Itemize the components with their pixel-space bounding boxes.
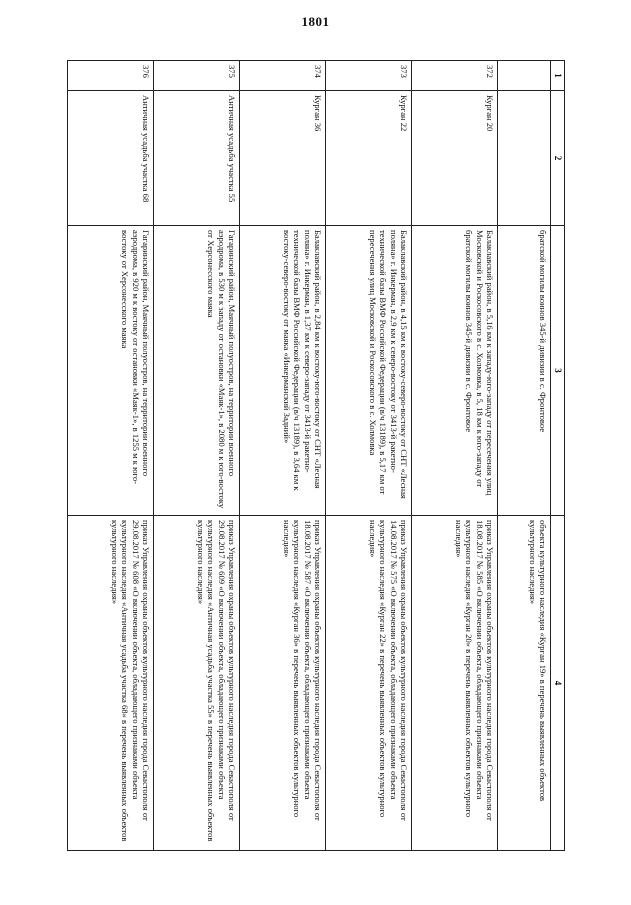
column-header: 3 xyxy=(551,226,565,516)
cell-name: Курган 20 xyxy=(412,91,498,226)
cell-location: Балаклавский район, в 2,84 км к востоку-юго-востоку от СНТ «Лесная поляна» г. Инкерман, в 1,37 км к северо-западу от 3413-й ракетно-технической базы ВМФ Российской Федерации (в/ч 13189), в 3,64 км к востоку-северо-востоку от маяка «Инкерманский Задний» xyxy=(240,226,326,516)
cell-name: Античная усадьба участка 68 xyxy=(68,91,154,226)
cell-number: 373 xyxy=(326,61,412,91)
page-number: 1801 xyxy=(301,14,330,29)
cell-name: Курган 22 xyxy=(326,91,412,226)
column-header: 1 xyxy=(551,61,565,91)
column-header: 4 xyxy=(551,516,565,851)
table-row-continuation xyxy=(498,61,551,851)
column-header: 2 xyxy=(551,91,565,226)
cell-number: 375 xyxy=(154,61,240,91)
cell-location: Гагаринский район, Маячный полуостров, на территории военного аэродрома, в 920 м к востоку от остановки «Маяк-1», в 1255 м к юго-востоку от Херсонесского маяка xyxy=(68,226,154,516)
rotated-table-container xyxy=(110,60,565,850)
table-header-row xyxy=(551,61,565,851)
heritage-objects-table xyxy=(67,60,565,851)
cell-document: приказ Управления охраны объектов культурного наследия города Севастополя от 29.08.2017 № 609 «О включении объекта, обладающего признаками объекта культурного наследия «Античная усадьба участка 55» в перечень выявленных объектов культурного наследия» xyxy=(154,516,240,851)
cell-name: Античная усадьба участка 55 xyxy=(154,91,240,226)
table-row xyxy=(326,61,412,851)
table-row xyxy=(68,61,154,851)
table-row xyxy=(154,61,240,851)
cell-document: приказ Управления охраны объектов культурного наследия города Севастополя от 14.08.2017 № 575 «О включении объекта, обладающего признаками объекта культурного наследия «Курган 22» в перечень выявленных объектов культурного наследия» xyxy=(326,516,412,851)
cell-location: братской могилы воинов 345-й дивизии в с. Фронтовое xyxy=(498,226,551,516)
cell-name xyxy=(498,91,551,226)
cell-number xyxy=(498,61,551,91)
cell-number: 376 xyxy=(68,61,154,91)
cell-document: приказ Управления охраны объектов культурного наследия города Севастополя от 29.08.2017 № 608 «О включении объекта, обладающего признаками объекта культурного наследия «Античная усадьба участка 68» в перечень выявленных объектов культурного наследия» xyxy=(68,516,154,851)
cell-document: приказ Управления охраны объектов культурного наследия города Севастополя от 18.08.2017 № 587 «О включении объекта, обладающего признаками объекта культурного наследия «Курган 36» в перечень выявленных объектов культурного наследия» xyxy=(240,516,326,851)
table-row xyxy=(412,61,498,851)
cell-location: Балаклавский район, в 5,16 км к западу-юго-западу от пересечения улиц Московской и Роскосовского в с. Холмовка, в 5, 18 км к юго-западу от братской могилы воинов 345-й дивизии в с. Фронтовое xyxy=(412,226,498,516)
table-row xyxy=(240,61,326,851)
cell-location: Гагаринский район, Маячный полуостров, на территории военного аэродрома, в 530 м к западу от остановки «Маяк-1», в 2080 м к юго-востоку от Херсонесского маяка xyxy=(154,226,240,516)
cell-document: приказ Управления охраны объектов культурного наследия города Севастополя от 18.08.2017 № 585 «О включении объекта, обладающего признаками объекта культурного наследия «Курган 20» в перечень выявленных объектов культурного наследия» xyxy=(412,516,498,851)
cell-number: 372 xyxy=(412,61,498,91)
cell-location: Балаклавский район, в 4,15 км к востоку-северо-востоку от СНТ «Лесная поляна» г. Инкерман, в 2,9 км к северо-востоку от 3413-й ракетно-технической базы ВМФ Российской Федерации (в/ч 13189), в 5,17 км от пересечения улиц Московской и Роскосовского в с. Холмовка xyxy=(326,226,412,516)
cell-document: объекта культурного наследия «Курган 19» в перечень выявленных объектов культурного наследия» xyxy=(498,516,551,851)
cell-name: Курган 36 xyxy=(240,91,326,226)
cell-number: 374 xyxy=(240,61,326,91)
